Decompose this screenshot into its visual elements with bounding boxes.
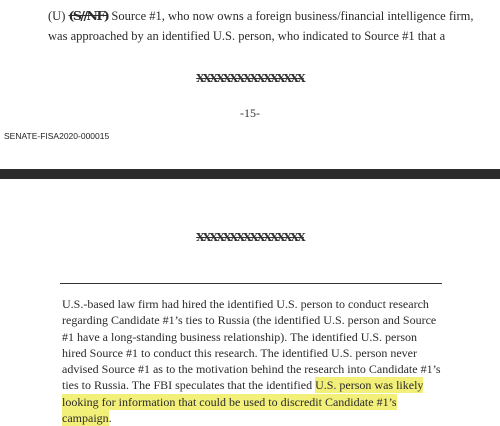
- paragraph-text: U.S.-based law firm had hired the identified U.S. person to conduct research regarding Candidate #1’s ties to Russia (the identified U.S. person and Source #1 have a long-standing business relationship). The identified U.S. person hired Source #1 to conduct this research. The identified U.S. person never advised Source #1 as to the motivation behind the research into Candidate #1’s ties to Russia. The FBI speculates that the identified: [62, 297, 441, 393]
- horizontal-rule: [60, 283, 442, 284]
- paragraph-source-approach: [48, 6, 478, 46]
- paragraph-text: Source #1, who now owns a foreign business/financial intelligence firm, was approached by an identified U.S. person, who indicated to Source #1 that a: [48, 9, 474, 43]
- page-number: -15-: [240, 106, 260, 120]
- bates-number: SENATE-FISA2020-000015: [4, 131, 110, 141]
- classification-footer: [0, 72, 500, 85]
- page-separator-band: [0, 169, 500, 179]
- highlighted-passage: U.S. person was likely looking for information that could be used to discredit Candidate #1’s campaign: [62, 378, 424, 426]
- classification-footer-text: XXXXXXXXXXXXXXXX: [196, 72, 304, 85]
- document-page-top: [0, 0, 500, 176]
- paragraph-trailing-text: .: [108, 411, 112, 426]
- paragraph-research-continuation: [62, 296, 442, 426]
- classification-header-text: XXXXXXXXXXXXXXXX: [196, 231, 304, 244]
- classification-header: [0, 231, 500, 244]
- classification-prefix: (U): [48, 9, 66, 23]
- redacted-classification-marking: (S//NF): [68, 8, 109, 23]
